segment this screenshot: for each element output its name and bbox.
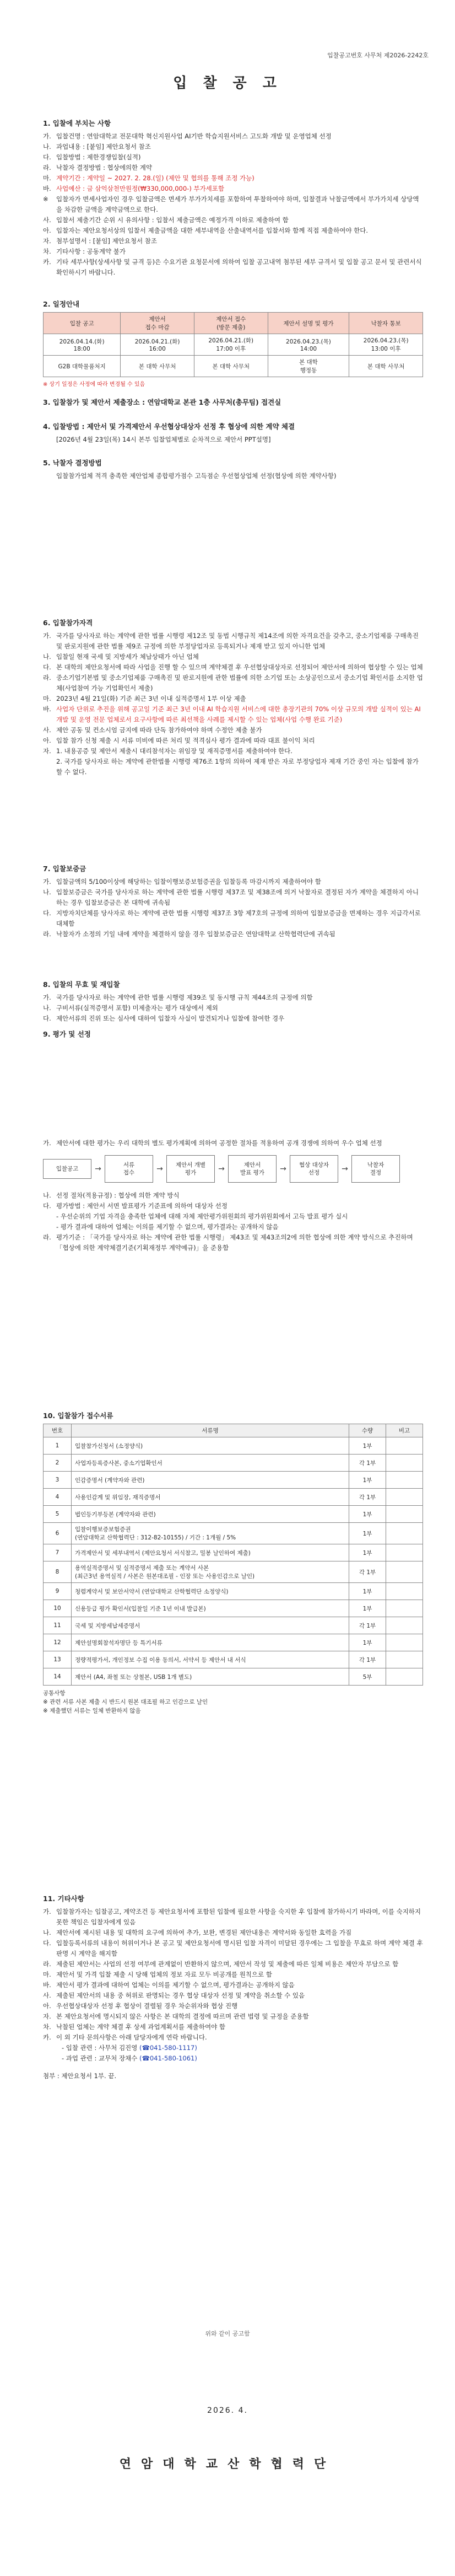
list-item (43, 2011, 423, 2022)
list-item (43, 257, 423, 278)
table-cell (386, 1634, 423, 1651)
attachment-note: 첨부 : 제안요청서 1부. 끝. (43, 2072, 117, 2080)
column-header: 낙찰자 통보 (349, 313, 423, 334)
section-text: [2026년 4월 23일(목) 14시 본부 입찰업체별로 순차적으로 제안서 PPT설명] (56, 436, 271, 443)
item-text: 첨부설명서 : [붙임] 제안요청서 참조 (56, 237, 157, 245)
table-cell: 제안설명회참석자명단 등 특기서류 (72, 1634, 349, 1651)
table-cell: 가격제안서 및 세부내역서 (제안요청서 서식참고, 밀봉 날인하여 제출) (72, 1544, 349, 1561)
flow-step: 제안서 발표 평가 (228, 1155, 277, 1183)
list-item (43, 152, 423, 163)
item-text: 제안서 및 가격 입찰 제출 시 당해 업체의 정보 자료 모두 비공개를 원칙으로 함 (56, 1971, 272, 1978)
table-cell: 14 (44, 1668, 72, 1686)
table-cell (386, 1561, 423, 1583)
item-marker: 다. (43, 1202, 51, 1210)
table-row (44, 1506, 423, 1523)
item-marker: 나. (43, 653, 51, 661)
section-heading: 10. 입찰참가 접수서류 (43, 1412, 113, 1420)
table-cell: 1부 (349, 1472, 386, 1489)
table-row (44, 1455, 423, 1472)
section-8-list (43, 992, 423, 1024)
item-marker: 라. (43, 930, 51, 938)
list-item (43, 756, 423, 777)
table-row (44, 1668, 423, 1686)
item-text: 제안서에 제시된 내용 및 대학의 요구에 의하여 추가, 보완, 변경된 제안내용은 계약서와 동일한 효력을 가짐 (56, 1929, 352, 1936)
item-text: 지방자치단체를 당사자로 하는 계약에 관한 법률 시행령 제37조 3항 제7호의 규정에 의하여 입찰보증금을 면제하는 경우 지급각서로 대체함 (56, 909, 421, 927)
documents-table (43, 1424, 423, 1686)
contact-line (62, 2043, 423, 2053)
item-marker: 나. (43, 1929, 51, 1936)
section-heading: 6. 입찰참가자격 (43, 619, 93, 627)
list-item (43, 1232, 423, 1253)
flow-step: 협상 대상자 선정 (290, 1155, 338, 1183)
item-marker: 가. (43, 878, 51, 886)
column-header: 수량 (349, 1424, 386, 1437)
list-item (43, 1013, 423, 1024)
item-text: 2. 국가를 당사자로 하는 계약에 관한법률 시행령 제76조 1항의 의하여 제재 받은 자로 부정당업자 제재 기간 중인 자는 입찰에 참가할 수 없다. (56, 758, 419, 776)
table-cell: 12 (44, 1634, 72, 1651)
list-item (43, 1211, 423, 1222)
list-item (43, 929, 423, 940)
item-marker (43, 1222, 56, 1232)
item-marker: 가. (43, 994, 51, 1001)
arrow-right-icon: → (342, 1164, 348, 1173)
item-text: 과업내용 : [붙임] 제안요청서 참조 (56, 143, 151, 151)
item-text: 제안서 평가 결과에 대하여 업체는 이의를 제기할 수 없으며, 평가결과는 공개하지 않음 (56, 1981, 295, 1989)
organization-name: 연암대학교산학협력단 (119, 2457, 336, 2471)
table-cell: 청렴계약서 및 보안서약서 (연암대학교 산학협력단 소정양식) (72, 1583, 349, 1600)
table-row (44, 1472, 423, 1489)
item-text: - 우선순위의 기업 자격을 충족한 업체에 대해 자체 제안평가위원회의 평가위원회에서 고득 발표 평가 실시 (56, 1212, 348, 1220)
list-item (43, 184, 423, 194)
flow-step: 서류 접수 (105, 1155, 153, 1183)
item-text: 낙찰자가 소정의 기일 내에 계약을 체결하지 않을 경우 입찰보증금은 연암대학교 산학협력단에 귀속됨 (56, 930, 335, 938)
list-item (43, 226, 423, 236)
list-item (43, 992, 423, 1003)
item-text: 평가기준 : 「국가를 당사자로 하는 계약에 관한 법률 시행령」 제43조 및 제43조의2에 의한 협상에 의한 계약 방식으로 추진하며 「협상에 의한 계약체결기준(기획재정부 계약예규)」을 준용함 (56, 1233, 413, 1252)
table-cell: 1부 (349, 1634, 386, 1651)
table-header-row (44, 313, 423, 334)
section-6-list (43, 631, 423, 777)
table-cell: 용역실적증명서 및 실적증명서 제출 또는 계약서 사본 (최근3년 용역실적 / 사본은 원본대조필 - 인장 또는 사용인감으로 날인) (72, 1561, 349, 1583)
item-marker: 카. (43, 258, 51, 266)
item-marker: 가. (43, 1139, 51, 1147)
item-marker: 카. (43, 2033, 51, 2041)
table-cell: 본 대학 사무처 (121, 356, 194, 377)
item-marker: 마. (43, 695, 51, 702)
list-item (43, 652, 423, 662)
table-cell: 인감증명서 (계약자와 관련) (72, 1472, 349, 1489)
item-text: 입찰등록서류의 내용이 허위이거나 본 공고 및 제안요청서에 명시된 입찰 자격이 미달된 경우에는 그 입찰을 무효로 하며 계약 체결 후 판명 시 계약을 해지함 (56, 1939, 423, 1957)
section-9-body (43, 1138, 423, 1253)
contact-label: - 입찰 관련 : 사무처 김진영 (62, 2044, 140, 2052)
item-marker: 사. (43, 216, 51, 224)
column-header: 번호 (44, 1424, 72, 1437)
column-header: 비고 (386, 1424, 423, 1437)
item-text: 낙찰자 결정방법 : 협상에의한 계약 (56, 164, 153, 171)
item-text: 사업자 단위로 추진을 위해 공고일 기준 최근 3년 이내 AI 학습지원 서비스에 대한 총장기관의 70% 이상 규모의 개발 실적이 있는 AI 개발 및 운영 전문 업체로서 요구사항에 따른 최선책을 사례를 제시할 수 있는 업체(사업 수행 완료 기준) (56, 705, 421, 723)
process-flow (43, 1155, 423, 1183)
table-cell: 2026.04.23.(목) 13:00 이후 (349, 334, 423, 356)
schedule-note: ※ 상기 일정은 사정에 따라 변경될 수 있음 (43, 382, 145, 388)
list-item (43, 631, 423, 652)
section-7-list (43, 877, 423, 940)
item-text: 입찰보증금은 국가를 당사자로 하는 계약에 관한 법률 시행령 제37조 및 제38조에 의거 낙찰자로 결정된 자가 계약을 체결하지 아니하는 경우 입찰보증금은 본 대학에 귀속됨 (56, 888, 419, 906)
table-row (44, 334, 423, 356)
item-marker: 아. (43, 227, 51, 234)
list-item (43, 1969, 423, 1980)
section-10 (43, 1410, 423, 1715)
flow-step: 낙찰자 결정 (351, 1155, 400, 1183)
item-marker: 차. (43, 248, 51, 255)
issue-date: 2026. 4. (207, 2406, 248, 2415)
list-item (43, 1907, 423, 1928)
list-item (43, 887, 423, 908)
table-cell: 4 (44, 1489, 72, 1506)
item-text: 제안서에 대한 평가는 우리 대학의 별도 평가계획에 의하여 공정한 절차를 적용하여 공개 경쟁에 의하여 우수 업체 선정 (56, 1139, 382, 1147)
item-marker (43, 756, 56, 777)
closing-statement: 위와 같이 공고함 (205, 2330, 250, 2337)
table-cell: 1 (44, 1437, 72, 1455)
table-cell (386, 1583, 423, 1600)
column-header: 제안서 접수 (방문 제출) (194, 313, 268, 334)
item-text: - 평가 결과에 대하여 업체는 이의를 제기할 수 없으며, 평가결과는 공개하지 않음 (56, 1223, 279, 1231)
section-3 (43, 397, 423, 410)
list-item (43, 194, 423, 215)
item-marker: 자. (43, 237, 51, 245)
column-header: 서류명 (72, 1424, 349, 1437)
list-item (43, 215, 423, 226)
section-1 (43, 118, 423, 278)
table-cell: 법인등기부등본 (계약자와 관련) (72, 1506, 349, 1523)
item-marker: 아. (43, 2002, 51, 2010)
table-cell: 각 1부 (349, 1561, 386, 1583)
item-text: 국가를 당사자로 하는 계약에 관한 법률 시행령 제12조 및 동법 시행규칙 제14조에 의한 자격요건을 갖추고, 중소기업제품 구매촉진 및 판로지원에 관한 법률 제9조 규정에 의한 부정당업자로 등록되거나 제재 받고 있지 아니한 업체 (56, 632, 419, 650)
table-cell: 9 (44, 1583, 72, 1600)
section-6 (43, 618, 423, 777)
list-item (43, 2032, 423, 2043)
section-7 (43, 863, 423, 940)
table-row (44, 1523, 423, 1544)
arrow-right-icon: → (95, 1164, 101, 1173)
document-number: 입찰공고번호 사무처 제2026-2242호 (327, 52, 429, 59)
item-marker: 가. (43, 132, 51, 140)
item-text: 낙찰된 업체는 계약 체결 후 상세 과업계획서를 제출하여야 함 (56, 2023, 225, 2031)
table-cell: 정량적평가서, 개인정보 수집 이용 동의서, 서약서 등 제안서 내 서식 (72, 1651, 349, 1668)
table-cell: 신용등급 평가 확인서(입찰일 기준 1년 이내 발급본) (72, 1600, 349, 1617)
table-row (44, 1544, 423, 1561)
table-cell: 5 (44, 1506, 72, 1523)
table-cell: 10 (44, 1600, 72, 1617)
item-text: 입찰서 제출기간 순위 시 유의사항 : 입찰서 제출금액은 예정가격 이하로 제출하여 함 (56, 216, 289, 224)
table-cell (386, 1489, 423, 1506)
table-cell: 각 1부 (349, 1651, 386, 1668)
item-text: 입찰참가자는 입찰공고, 계약조건 등 제안요청서에 포함된 입찰에 필요한 사항을 숙지한 후 입찰에 참가하시기 바라며, 이를 숙지하지 못한 책임은 입찰자에게 있음 (56, 1908, 421, 1926)
table-cell: 3 (44, 1472, 72, 1489)
table-cell (386, 1617, 423, 1634)
item-text: 우선협상대상자 선정 후 협상이 결렬될 경우 차순위자와 협상 진행 (56, 2002, 238, 2010)
item-text: 입찰일 현재 국세 및 지방세가 체납상태가 아닌 업체 (56, 653, 199, 661)
item-marker: 가. (43, 1908, 51, 1915)
item-text: 계약기간 : 계약일 ~ 2027. 2. 28.(일) (제안 및 협의를 통해 조정 가능) (56, 174, 254, 182)
item-text: 본 대학의 제안요청서에 따라 사업을 진행 할 수 있으며 계약체결 후 우선협상대상자로 선정되어 제안서에 의하여 협상할 수 있는 업체 (56, 663, 423, 671)
section-heading: 11. 기타사항 (43, 1895, 84, 1903)
item-marker: 라. (43, 1233, 51, 1241)
table-cell: 2 (44, 1455, 72, 1472)
section-heading: 7. 입찰보증금 (43, 865, 86, 873)
list-item (43, 142, 423, 152)
section-11 (43, 1893, 423, 2080)
item-marker: 다. (43, 1015, 51, 1022)
item-marker: 마. (43, 1971, 51, 1978)
item-text: 구비서류(실적증명서 포함) 미제출자는 평가 대상에서 제외 (56, 1004, 218, 1012)
list-item (43, 736, 423, 746)
item-marker: 라. (43, 674, 51, 681)
list-item (43, 1138, 423, 1149)
item-text: 입찰방법 : 제한경쟁입찰(실적) (56, 153, 141, 161)
list-item (43, 1201, 423, 1211)
item-marker: 나. (43, 1004, 51, 1012)
list-item (43, 131, 423, 142)
contact-label: - 과업 관련 : 교무처 장채수 (62, 2054, 140, 2062)
note-line: 공통사항 (43, 1690, 66, 1697)
item-text: 제안서류의 진위 또는 심사에 대하여 입찰자 사실이 발견되거나 입찰에 참여한 경우 (56, 1015, 285, 1022)
item-text: 본 제안요청서에 명시되지 않은 사항은 본 대학의 결정에 따르며 관련 법령 및 규정을 준용함 (56, 2012, 309, 2020)
contact-line (62, 2053, 423, 2064)
section-11-list (43, 1907, 423, 2043)
contacts (43, 2043, 423, 2064)
list-item (43, 662, 423, 673)
table-cell: 2026.04.21.(화) 16:00 (121, 334, 194, 356)
list-item (43, 725, 423, 736)
note-line: ※ 관련 서류 사본 제출 시 반드시 원본 대조필 하고 인감으로 날인 (43, 1699, 208, 1705)
arrow-right-icon: → (280, 1164, 286, 1173)
table-cell: 입찰이행보증보험증권 (연암대학교 산학협력단 : 312-82-10155) / 기간 : 1개월 / 5% (72, 1523, 349, 1544)
arrow-right-icon: → (218, 1164, 225, 1173)
section-9-list (43, 1138, 423, 1149)
table-row (44, 1489, 423, 1506)
section-1-list (43, 131, 423, 278)
list-item (43, 1938, 423, 1959)
list-item (43, 704, 423, 725)
table-row (44, 1600, 423, 1617)
schedule-table (43, 312, 423, 377)
item-text: 선정 절차(적용규정) : 협상에 의한 계약 방식 (56, 1192, 180, 1199)
item-marker: 라. (43, 1960, 51, 1968)
table-row (44, 356, 423, 377)
section-8 (43, 979, 423, 1024)
table-cell: 7 (44, 1544, 72, 1561)
item-marker: 바. (43, 1981, 51, 1989)
table-row (44, 1583, 423, 1600)
list-item (43, 1959, 423, 1969)
list-item (43, 1003, 423, 1013)
table-cell (386, 1651, 423, 1668)
flow-step: 제안서 개별 평가 (166, 1155, 215, 1183)
section-5 (43, 458, 423, 481)
column-header: 제안서 접수 마감 (121, 313, 194, 334)
item-text: 입찰자가 면세사업자인 경우 입찰금액은 면세가 부가가치세를 포함하여 투찰하여야 하며, 입찰결과 낙찰금액에서 부가가치세 상당액을 차감한 금액을 계약금액으로 한다. (56, 195, 419, 213)
item-marker: 나. (43, 1192, 51, 1199)
list-item (43, 1190, 423, 1201)
section-2 (43, 299, 423, 388)
item-marker: 다. (43, 909, 51, 917)
table-cell: 본 대학 행정동 (268, 356, 349, 377)
section-text: 입찰참가업체 적격 충족한 제안업체 종합평가점수 고득점순 우선협상업체 선정(협상에 의한 계약사항) (56, 472, 337, 480)
item-marker (43, 1211, 56, 1222)
table-cell: 1부 (349, 1437, 386, 1455)
list-item (43, 236, 423, 246)
section-heading: 8. 입찰의 무효 및 재입찰 (43, 980, 120, 989)
page-title: 입 찰 공 고 (173, 75, 282, 92)
table-cell (386, 1506, 423, 1523)
table-cell (386, 1472, 423, 1489)
section-heading: 9. 평가 및 선정 (43, 1030, 91, 1038)
documents-table-body (44, 1437, 423, 1686)
table-cell: 입찰참가신청서 (소정양식) (72, 1437, 349, 1455)
list-item (43, 246, 423, 257)
item-text: 입찰금액의 5/100이상에 해당하는 입찰이행보증보험증권을 입찰등록 마감시까지 제출하여야 함 (56, 878, 321, 886)
section-heading: 5. 낙찰자 결정방법 (43, 459, 102, 467)
table-cell: G2B 대학물품처지 (44, 356, 121, 377)
note-line: ※ 제출했던 서류는 일체 반환하지 않음 (43, 1708, 141, 1714)
item-text: 중소기업기본법 및 중소기업제품 구매촉진 및 판로지원에 관한 법률에 의한 소기업 또는 소상공인으로서 중소기업 확인서를 소지한 업체(사업참여 가능 기업확인서 제출) (56, 674, 423, 692)
item-marker: 자. (43, 2012, 51, 2020)
arrow-right-icon: → (156, 1164, 163, 1173)
item-text: 제출된 제안서는 사업의 선정 여부에 관계없이 반환하지 않으며, 제안서 작성 및 제출에 따른 일체 비용은 제안자 부담으로 함 (56, 1960, 399, 1968)
item-text: 이 외 기타 문의사항은 아래 담당자에게 연락 바랍니다. (56, 2033, 207, 2041)
section-9-list-2 (43, 1190, 423, 1253)
item-marker: ※ (43, 195, 48, 203)
table-cell: 본 대학 사무처 (194, 356, 268, 377)
table-cell (386, 1544, 423, 1561)
item-marker: 다. (43, 153, 51, 161)
table-cell (386, 1668, 423, 1686)
list-item (43, 673, 423, 694)
item-marker: 라. (43, 164, 51, 171)
table-cell: 각 1부 (349, 1455, 386, 1472)
item-marker: 가. (43, 632, 51, 640)
table-cell: 2026.04.21.(화) 17:00 이후 (194, 334, 268, 356)
table-cell (386, 1437, 423, 1455)
table-row (44, 1617, 423, 1634)
list-item (43, 2022, 423, 2032)
item-marker: 사. (43, 726, 51, 734)
section-9 (43, 1029, 423, 1042)
contact-phone: (☎041-580-1061) (139, 2054, 197, 2062)
table-cell: 8 (44, 1561, 72, 1583)
list-item (43, 2001, 423, 2011)
table-cell: 각 1부 (349, 1489, 386, 1506)
item-text: 평가방법 : 제안서 서면 발표평가 기준표에 의하여 대상자 선정 (56, 1202, 228, 1210)
list-item (43, 694, 423, 704)
table-cell: 2026.04.14.(화) 18:00 (44, 334, 121, 356)
list-item (43, 1990, 423, 2001)
table-cell: 6 (44, 1523, 72, 1544)
table-cell: 2026.04.23.(목) 14:00 (268, 334, 349, 356)
table-cell (386, 1523, 423, 1544)
item-text: 2023년 4월 21일(화) 기준 최근 3년 이내 실적증명서 1부 이상 제출 (56, 695, 246, 702)
item-marker: 차. (43, 2023, 51, 2031)
item-text: 사업예산 : 금 삼억삼천만원정(₩330,000,000-) 부가세포함 (56, 185, 225, 192)
item-text: 입찰 참가 신청 제출 시 서류 미비에 따른 처리 및 적격심사 평가 결과에 따라 대표 불이익 처리 (56, 737, 315, 744)
table-cell: 제안서 (A4, 좌철 또는 상철본, USB 1개 별도) (72, 1668, 349, 1686)
table-cell: 1부 (349, 1583, 386, 1600)
table-row (44, 1437, 423, 1455)
section-heading: 4. 입찰방법 : 제안서 및 가격제안서 우선협상대상자 선정 후 협상에 의한 계약 체결 (43, 422, 295, 431)
list-item (43, 163, 423, 173)
list-item (43, 877, 423, 887)
item-text: 입찰건명 : 연암대학교 전문대학 혁신지원사업 AI기반 학습지원서비스 고도화 개발 및 운영업체 선정 (56, 132, 332, 140)
item-marker: 바. (43, 185, 51, 192)
list-item (43, 173, 423, 184)
item-text: 1. 내용공증 및 제안서 제출시 대리참석자는 위임장 및 재직증명서를 제출하여야 한다. (56, 747, 292, 755)
documents-notes (43, 1689, 423, 1715)
item-marker: 나. (43, 888, 51, 896)
item-text: 제출된 제안서의 내용 중 허위로 판명되는 경우 협상 대상자 선정 및 계약을 취소할 수 있음 (56, 1992, 305, 1999)
column-header: 제안서 설명 및 평가 (268, 313, 349, 334)
item-text: 기타사항 : 공동계약 불가 (56, 248, 126, 255)
table-cell: 각 1부 (349, 1617, 386, 1634)
table-cell (386, 1455, 423, 1472)
list-item (43, 908, 423, 929)
section-heading: 1. 입찰에 부치는 사항 (43, 119, 111, 127)
section-heading: 3. 입찰참가 및 제안서 제출장소 : 연암대학교 본관 1층 사무처(총무팀) 접견실 (43, 398, 281, 406)
item-marker: 아. (43, 737, 51, 744)
table-cell: 국세 및 지방세납세증명서 (72, 1617, 349, 1634)
section-4 (43, 421, 423, 445)
table-row (44, 1651, 423, 1668)
table-cell: 사업자등록증사본, 중소기업확인서 (72, 1455, 349, 1472)
table-cell: 1부 (349, 1506, 386, 1523)
item-marker: 자. (43, 747, 51, 755)
contact-phone: (☎041-580-1117) (139, 2044, 197, 2052)
list-item (43, 746, 423, 756)
table-cell: 본 대학 사무처 (349, 356, 423, 377)
table-cell: 13 (44, 1651, 72, 1668)
item-marker: 마. (43, 174, 51, 182)
item-marker: 바. (43, 705, 51, 713)
item-marker: 다. (43, 1939, 51, 1947)
table-cell: 1부 (349, 1523, 386, 1544)
item-text: 국가를 당사자로 하는 계약에 관한 법률 시행령 제39조 및 동시행 규칙 제44조의 규정에 의함 (56, 994, 313, 1001)
item-marker: 사. (43, 1992, 51, 1999)
list-item (43, 1928, 423, 1938)
item-marker: 다. (43, 663, 51, 671)
column-header: 입찰 공고 (44, 313, 121, 334)
item-text: 기타 세부사항(상세사항 및 규격 등)은 수요기관 요청문서에 의하여 입찰 공고내역 첨부된 세부 규격서 및 입찰 공고 문서 및 관련서식 확인하시기 바랍니다. (56, 258, 422, 276)
table-cell: 사용인감계 및 위임장, 재직증명서 (72, 1489, 349, 1506)
list-item (43, 1980, 423, 1990)
table-row (44, 1561, 423, 1583)
table-cell: 5부 (349, 1668, 386, 1686)
section-heading: 2. 일정안내 (43, 300, 80, 308)
list-item (43, 1222, 423, 1232)
item-marker: 나. (43, 143, 51, 151)
table-header-row (44, 1424, 423, 1437)
flow-step: 입찰공고 (43, 1159, 91, 1179)
table-cell: 11 (44, 1617, 72, 1634)
item-text: 입찰자는 제안요청서상의 입찰서 제출금액을 대한 세부내역을 산출내역서를 입찰서와 함께 직접 제출하여야 한다. (56, 227, 368, 234)
table-row (44, 1634, 423, 1651)
table-cell (386, 1600, 423, 1617)
table-cell: 1부 (349, 1544, 386, 1561)
table-cell: 1부 (349, 1600, 386, 1617)
item-text: 제안 공동 및 컨소시엄 금지에 따라 단독 참가하여야 하며 수정안 제출 불가 (56, 726, 262, 734)
